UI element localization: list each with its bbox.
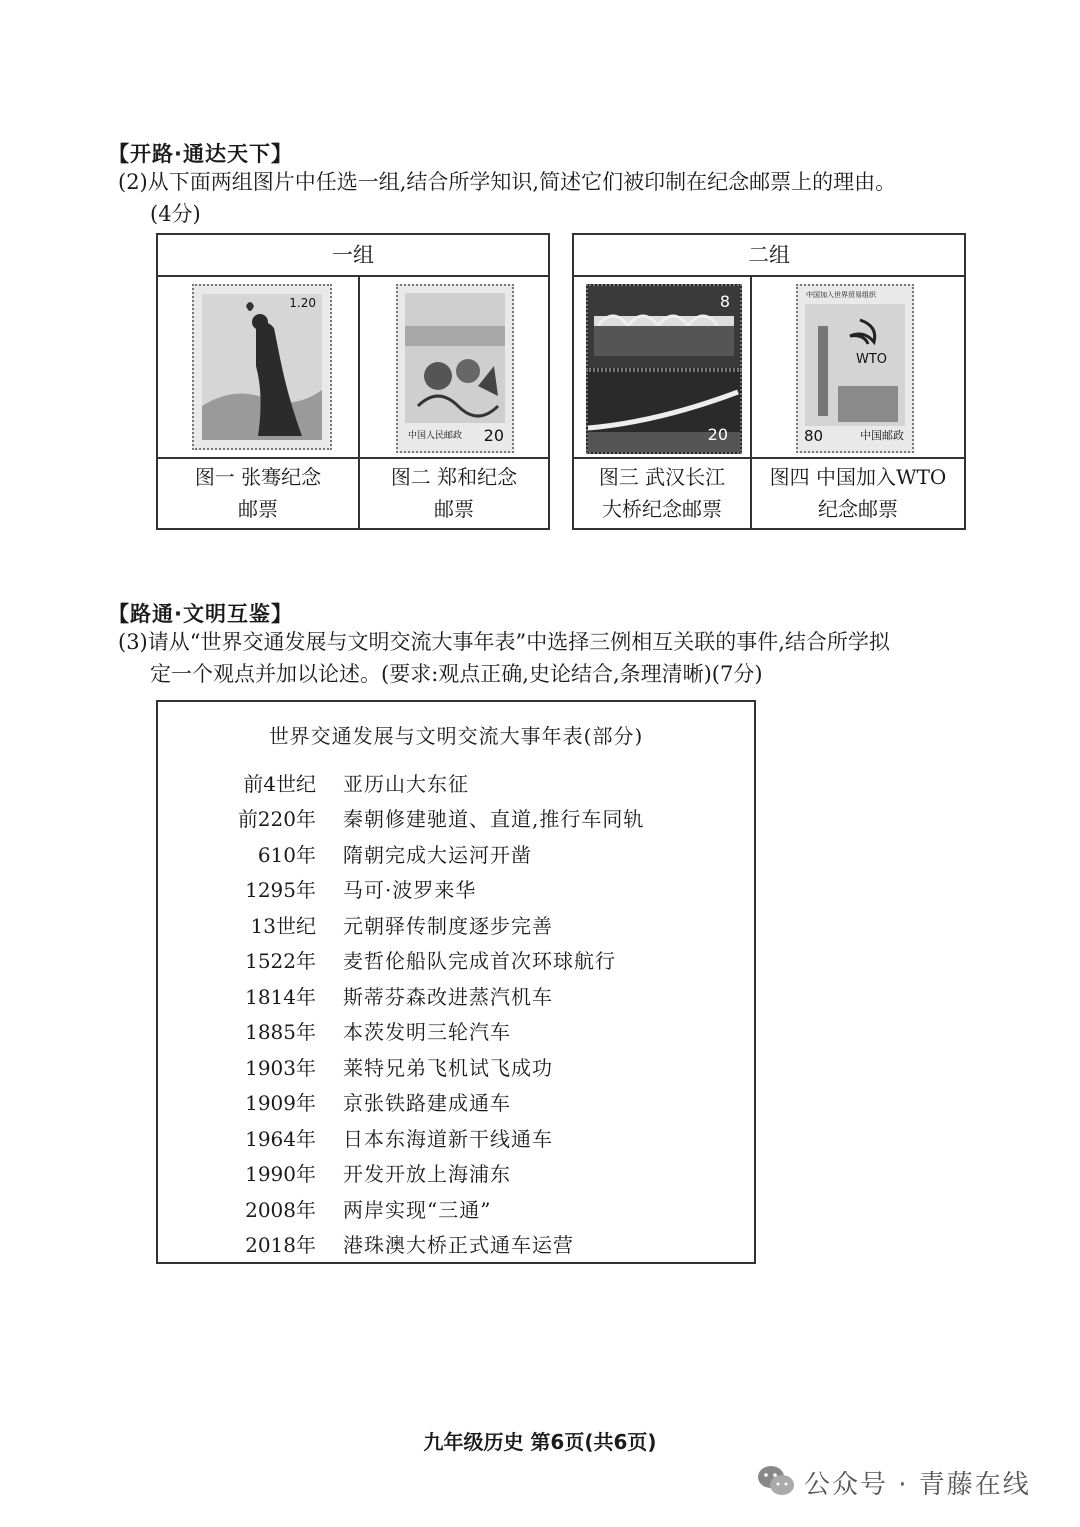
fig3-caption-line1: 图三 武汉长江: [598, 465, 726, 489]
zhang-qian-stamp: [192, 284, 332, 450]
wuhan-bridge-stamp-top: [586, 284, 742, 370]
fig1-caption-line2: 邮票: [238, 497, 278, 521]
chronology-year: 2008年: [245, 1198, 316, 1222]
watermark: [756, 1460, 1056, 1504]
zheng-he-stamp-value: 20: [483, 426, 504, 445]
page-footer: 九年级历史 第6页(共6页): [423, 1430, 657, 1454]
question-2-line2: (4分): [150, 202, 201, 226]
question-3-line1: (3)请从“世界交通发展与文明交流大事年表”中选择三例相互关联的事件,结合所学拟: [118, 630, 890, 654]
question-2-line1: (2)从下面两组图片中任选一组,结合所学知识,简述它们被印制在纪念邮票上的理由。: [118, 170, 897, 194]
chronology-event: 元朝驿传制度逐步完善: [343, 914, 553, 938]
stamp-group-1: [156, 233, 550, 530]
bridge-image-top: [588, 286, 740, 368]
chronology-year: 610年: [257, 843, 316, 867]
chronology-year: 1990年: [245, 1162, 316, 1186]
chronology-year: 1522年: [245, 949, 316, 973]
fig1-caption-line1: 图一 张骞纪念: [194, 465, 322, 489]
fig4-caption-line2: 纪念邮票: [818, 497, 898, 521]
zheng-he-stamp-country: 中国人民邮政: [408, 431, 463, 441]
chronology-year: 1903年: [245, 1056, 316, 1080]
chronology-event: 开发开放上海浦东: [343, 1162, 511, 1186]
chronology-event: 莱特兄弟飞机试飞成功: [343, 1056, 553, 1080]
fig4-caption-line1: 图四 中国加入WTO: [769, 465, 947, 489]
section-title-lutong: 【路通·文明互鉴】: [108, 602, 293, 626]
chronology-event: 本茨发明三轮汽车: [343, 1020, 511, 1044]
chronology-year: 1964年: [245, 1127, 316, 1151]
chronology-table: [156, 700, 756, 1264]
chronology-event: 京张铁路建成通车: [343, 1091, 511, 1115]
group-2-heading: 二组: [574, 235, 964, 277]
question-3-line2: 定一个观点并加以论述。(要求:观点正确,史论结合,条理清晰)(7分): [150, 662, 763, 686]
chronology-year: 前220年: [237, 807, 316, 831]
wuhan-bridge-stamp-value-bottom: 20: [707, 425, 728, 444]
chronology-event: 隋朝完成大运河开凿: [343, 843, 532, 867]
fig2-caption-line1: 图二 郑和纪念: [390, 465, 518, 489]
wto-stamp-header: 中国加入世界贸易组织: [806, 291, 876, 299]
chronology-year: 1909年: [245, 1091, 316, 1115]
wuhan-bridge-stamp-bottom: [586, 370, 742, 454]
chronology-year: 13世纪: [250, 914, 316, 938]
chronology-year: 1814年: [245, 985, 316, 1009]
chronology-event: 两岸实现“三通”: [343, 1198, 492, 1222]
wuhan-bridge-stamp-value-top: 8: [719, 292, 730, 311]
chronology-year: 前4世纪: [243, 772, 316, 796]
zhang-qian-stamp-image: [194, 286, 330, 448]
chronology-event: 秦朝修建驰道、直道,推行车同轨: [343, 807, 645, 831]
fig2-caption-line2: 邮票: [434, 497, 474, 521]
chronology-event: 斯蒂芬森改进蒸汽机车: [343, 985, 553, 1009]
chronology-event: 麦哲伦船队完成首次环球航行: [343, 949, 616, 973]
zhang-qian-stamp-value: 1.20: [289, 296, 316, 310]
chronology-event: 马可·波罗来华: [343, 878, 477, 902]
zheng-he-stamp: [396, 284, 514, 453]
chronology-year: 2018年: [245, 1233, 316, 1257]
watermark-text: 公众号 · 青藤在线: [804, 1470, 1031, 1500]
chronology-year: 1885年: [245, 1020, 316, 1044]
wechat-icon: [756, 1464, 796, 1498]
chronology-year: 1295年: [245, 878, 316, 902]
chronology-event: 日本东海道新干线通车: [343, 1127, 553, 1151]
fig3-caption-line2: 大桥纪念邮票: [602, 497, 722, 521]
wto-logo-text: WTO: [856, 352, 888, 367]
stamp-group-2: [572, 233, 966, 530]
section-title-kailu: 【开路·通达天下】: [108, 142, 293, 166]
chronology-title: 世界交通发展与文明交流大事年表(部分): [268, 724, 644, 748]
wto-stamp: [796, 284, 914, 453]
wto-stamp-country: 中国邮政: [860, 429, 904, 442]
wto-stamp-value: 80: [804, 427, 824, 445]
chronology-event: 港珠澳大桥正式通车运营: [343, 1233, 574, 1257]
group-1-heading: 一组: [158, 235, 548, 277]
chronology-event: 亚历山大东征: [343, 772, 469, 796]
